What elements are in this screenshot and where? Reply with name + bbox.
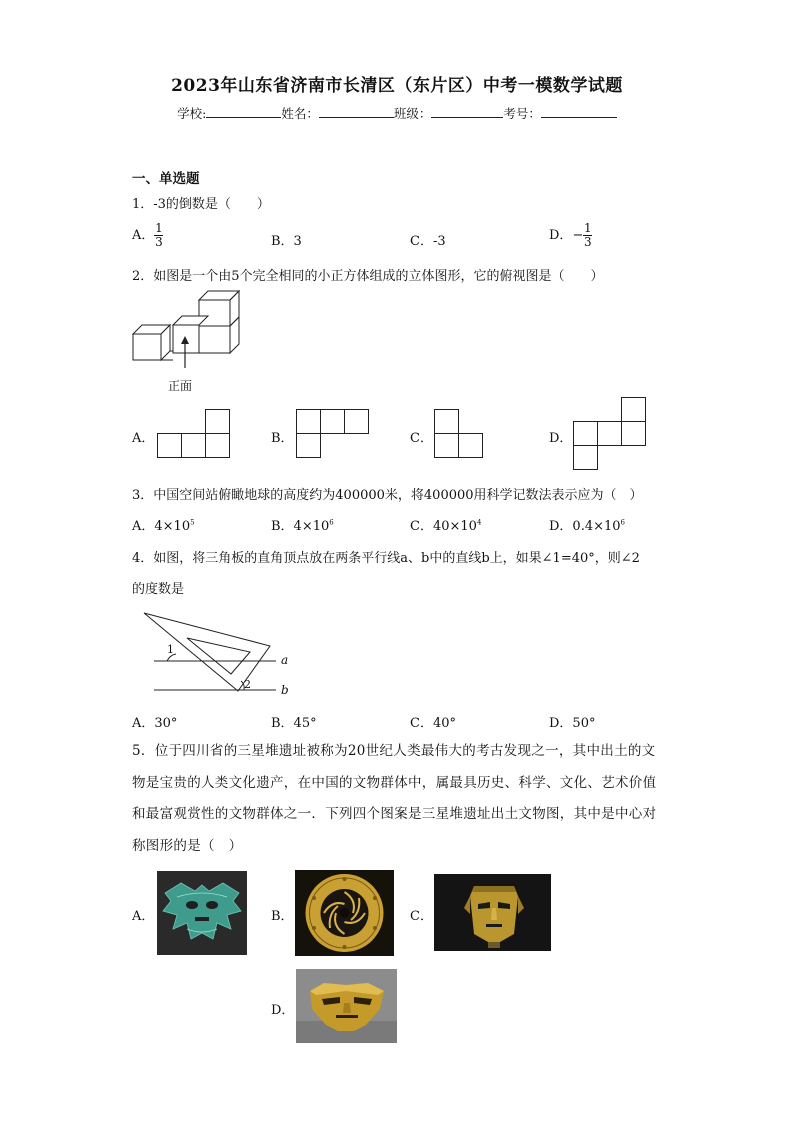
q5-option-c-label[interactable]: C． [410, 909, 433, 924]
q4-triangle-figure [140, 608, 300, 703]
q2-option-a-figure[interactable] [157, 409, 230, 459]
q1-option-d[interactable] [549, 222, 592, 249]
q5-option-b-sun-wheel-image[interactable] [295, 870, 394, 956]
q3-option-c[interactable] [410, 515, 481, 534]
q2-stem: 2．如图是一个由5个完全相同的小正方体组成的立体图形，它的俯视图是（ ） [132, 269, 604, 284]
option-text: B．4×10 [271, 519, 330, 534]
q2-option-a-label[interactable]: A． [132, 431, 155, 446]
q2-option-b-label[interactable]: B． [271, 431, 294, 446]
front-view-label: 正面 [168, 379, 193, 393]
option-label: D． [549, 228, 573, 243]
numerator: 1 [584, 221, 592, 235]
q1-option-b[interactable]: B．3 [271, 234, 302, 249]
fraction [154, 222, 163, 249]
school-label: 学校: [177, 106, 207, 121]
q5-option-b-label[interactable]: B． [271, 909, 294, 924]
q5-stem: 5．位于四川省的三星堆遗址被称为20世纪人类最伟大的考古发现之一，其中出土的文物是宝贵的人类文化遗产，在中国的文物群体中，属最具历史、科学、文化、艺术价值和最富观赏性的文物群体之一．下列四个图案是三星堆遗址出土文物图，其中是中心对称图形的是（ ） [132, 743, 657, 854]
q1-option-a[interactable] [132, 222, 163, 249]
q4-option-b[interactable]: B．45° [271, 716, 317, 731]
q2-cube-figure [130, 288, 245, 368]
school-blank[interactable] [206, 105, 281, 118]
q3-stem: 3．中国空间站俯瞰地球的高度约为400000米，将400000用科学记数法表示应为（ ） [132, 488, 643, 503]
q2-option-d-label[interactable]: D． [549, 431, 573, 446]
option-text: A．4×10 [132, 519, 191, 534]
name-label: 姓名： [281, 106, 319, 121]
student-info-line [0, 104, 794, 122]
exponent: 6 [329, 518, 334, 527]
line-b-label: b [281, 683, 289, 697]
q5-option-d-label[interactable]: D． [271, 1003, 295, 1018]
q3-option-b[interactable] [271, 515, 334, 534]
page-title: 2023年山东省济南市长清区（东片区）中考一模数学试题 [171, 76, 623, 96]
denominator: 3 [155, 235, 163, 249]
fraction [583, 222, 592, 249]
exam-no-blank[interactable] [541, 105, 617, 118]
q4-option-c[interactable]: C．40° [410, 716, 456, 731]
q3-option-d[interactable] [549, 515, 625, 534]
q4-option-a[interactable]: A．30° [132, 716, 178, 731]
q4-option-d[interactable]: D．50° [549, 716, 596, 731]
q1-option-c[interactable]: C．-3 [410, 234, 446, 249]
option-label: A． [132, 228, 155, 243]
q2-option-c-label[interactable]: C． [410, 431, 433, 446]
section-heading: 一、单选题 [132, 171, 200, 187]
exponent: 5 [190, 518, 195, 527]
class-blank[interactable] [431, 105, 503, 118]
option-text: D．0.4×10 [549, 519, 621, 534]
q1-stem: 1．-3的倒数是（ ） [132, 197, 270, 212]
q5-option-a-jade-mask-image[interactable] [157, 871, 247, 955]
q3-option-a[interactable] [132, 515, 195, 534]
exam-no-label: 考号： [503, 106, 541, 121]
numerator: 1 [155, 221, 163, 235]
angle-1-label: 1 [167, 643, 174, 656]
q5-option-d-gold-mask-image[interactable] [296, 969, 397, 1043]
q2-option-c-figure[interactable] [434, 409, 484, 459]
q2-option-d-figure[interactable] [573, 397, 646, 471]
line-a-label: a [281, 653, 289, 667]
q4-stem-line-2: 的度数是 [132, 582, 185, 597]
exponent: 6 [620, 518, 626, 527]
q5-option-c-bronze-head-image[interactable] [434, 874, 551, 951]
angle-2-label: 2 [244, 678, 251, 691]
class-label: 班级： [393, 106, 432, 121]
option-text: C．40×10 [410, 519, 477, 534]
name-blank[interactable] [319, 105, 394, 118]
denominator: 3 [584, 235, 592, 249]
q2-option-b-figure[interactable] [296, 409, 369, 459]
q4-stem-line-1: 4．如图，将三角板的直角顶点放在两条平行线a、b中的直线b上，如果∠1=40°，则∠2 [132, 551, 640, 566]
q5-option-a-label[interactable]: A． [132, 909, 155, 924]
exponent: 4 [476, 518, 482, 527]
minus-sign: − [572, 228, 584, 243]
